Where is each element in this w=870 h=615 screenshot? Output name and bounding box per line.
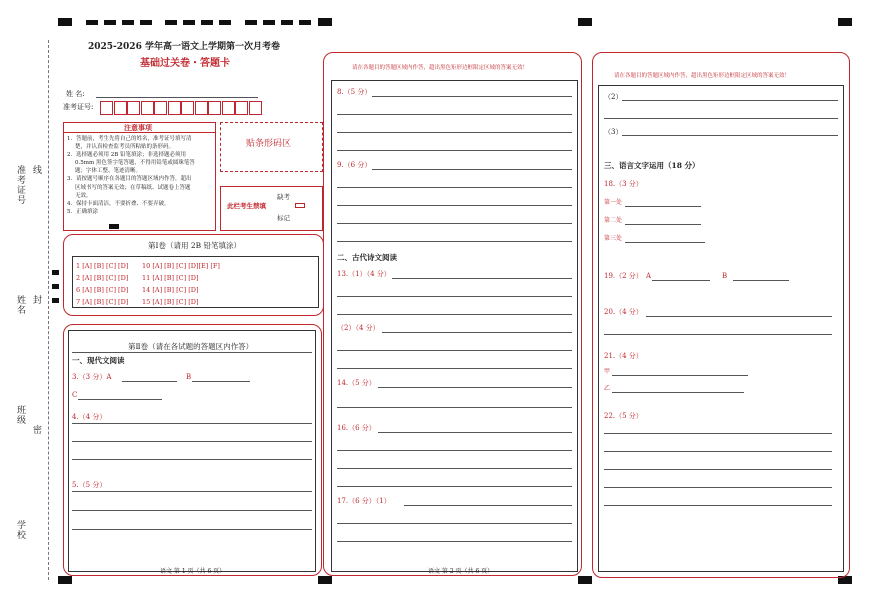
answer-row[interactable]: 14 [A] [B] [C] [D]	[142, 286, 199, 294]
loc3-label: 第三处	[604, 235, 623, 242]
answer-row[interactable]: 7 [A] [B] [C] [D]	[76, 298, 129, 306]
answer-row[interactable]: 6 [A] [B] [C] [D]	[76, 286, 129, 294]
section2-title: 二、古代诗文阅读	[337, 253, 397, 262]
answer-line[interactable]	[72, 441, 312, 442]
position-mark	[299, 20, 311, 25]
answer-row[interactable]: 1 [A] [B] [C] [D]	[76, 262, 129, 270]
notice-line: 2．选择题必须用 2B 铅笔填涂；非选择题必须用	[67, 152, 187, 159]
name-label: 姓 名:	[66, 90, 85, 98]
id-digit-box[interactable]	[222, 101, 235, 115]
answer-line[interactable]	[72, 510, 312, 511]
answer-line[interactable]	[404, 505, 572, 506]
notice-line: 0.5mm 黑色签字笔答题，不得用铅笔或圆珠笔答	[75, 160, 195, 167]
q3-c-line[interactable]	[78, 399, 162, 400]
position-mark	[165, 20, 177, 25]
answer-line[interactable]	[72, 491, 312, 492]
answer-line[interactable]	[337, 132, 572, 133]
id-digit-box[interactable]	[127, 101, 140, 115]
loc2-line[interactable]	[625, 224, 701, 225]
id-digit-box[interactable]	[114, 101, 127, 115]
id-digit-box[interactable]	[154, 101, 167, 115]
answer-line[interactable]	[337, 241, 572, 242]
yi-label: 乙	[604, 385, 611, 392]
q20-label: 20.（4 分）	[604, 308, 643, 316]
notice-title: 注意事项	[124, 123, 152, 132]
q16-label: 16.（6 分）	[337, 424, 376, 432]
section1-title: 一、现代文阅读	[72, 356, 125, 365]
label-zkzh: 准考证号	[15, 165, 25, 205]
answer-line[interactable]	[337, 187, 572, 188]
q14-label: 14.（5 分）	[337, 379, 376, 387]
position-mark	[52, 270, 59, 275]
q13-1-label: 13.（1）（4 分）	[337, 270, 391, 278]
id-boxes[interactable]	[100, 101, 262, 115]
answer-line[interactable]	[604, 433, 832, 434]
q3-a-line[interactable]	[122, 381, 177, 382]
q13-2-label: （2）（4 分）	[337, 324, 380, 332]
position-mark	[318, 18, 332, 26]
q2-label: （2）	[604, 93, 623, 101]
answer-line[interactable]	[622, 100, 838, 101]
part2-title-rule	[72, 352, 312, 353]
q21-label: 21.（4 分）	[604, 352, 643, 360]
position-mark	[52, 298, 59, 303]
answer-line[interactable]	[382, 332, 572, 333]
answer-line[interactable]	[337, 486, 572, 487]
answer-line[interactable]	[337, 223, 572, 224]
jia-label: 甲	[604, 368, 611, 375]
q19-a-label: A	[646, 272, 652, 280]
answer-row[interactable]: 10 [A] [B] [C] [D][E] [F]	[142, 262, 220, 270]
q9-label: 9.（6 分）	[337, 161, 372, 169]
position-mark	[104, 20, 116, 25]
id-digit-box[interactable]	[249, 101, 262, 115]
part1-title: 第Ⅰ卷（请用 2B 铅笔填涂）	[148, 241, 242, 250]
jia-line[interactable]	[612, 375, 748, 376]
id-digit-box[interactable]	[141, 101, 154, 115]
q3-b-line[interactable]	[192, 381, 250, 382]
position-mark	[86, 20, 98, 25]
loc1-line[interactable]	[625, 206, 701, 207]
label-bj: 班级	[15, 405, 25, 425]
q3-label-col3: （3）	[604, 128, 623, 136]
label-feng: 封	[31, 295, 41, 305]
position-mark	[281, 20, 293, 25]
absent-checkbox[interactable]	[295, 203, 305, 208]
answer-line[interactable]	[72, 423, 312, 424]
absent-bottom: 标记	[277, 214, 290, 222]
answer-row[interactable]: 15 [A] [B] [C] [D]	[142, 298, 199, 306]
answer-line[interactable]	[337, 368, 572, 369]
position-mark	[52, 284, 59, 289]
yi-line[interactable]	[612, 392, 744, 393]
answer-line[interactable]	[337, 114, 572, 115]
answer-line[interactable]	[72, 529, 312, 530]
q3-b-label: B	[186, 373, 192, 381]
notice-list	[67, 137, 213, 215]
notice-line: 楚，并认真检查监考员所粘贴的条形码。	[75, 144, 175, 151]
answer-line[interactable]	[337, 314, 572, 315]
fill-sample-icon	[109, 224, 119, 229]
col3-inner	[598, 85, 844, 572]
position-mark	[263, 20, 275, 25]
q19-b-line[interactable]	[733, 280, 789, 281]
position-mark	[122, 20, 134, 25]
notice-line: 题；字体工整、笔迹清晰。	[75, 168, 142, 175]
answer-line[interactable]	[378, 432, 572, 433]
answer-line[interactable]	[604, 451, 832, 452]
answer-line[interactable]	[604, 118, 838, 119]
answer-row[interactable]: 11 [A] [B] [C] [D]	[142, 274, 199, 282]
q19-label: 19.（2 分）	[604, 272, 643, 280]
barcode-label: 贴条形码区	[246, 139, 292, 149]
q18-label: 18.（3 分）	[604, 180, 643, 188]
q19-b-label: B	[722, 272, 728, 280]
answer-line[interactable]	[604, 469, 832, 470]
position-mark	[318, 576, 332, 584]
answer-line[interactable]	[337, 523, 572, 524]
notice-line: 区域书写的答案无效；在草稿纸、试题卷上答题	[75, 184, 191, 191]
notice-line: 1．答题前，考生先将自己的姓名，准考证号填写清	[67, 136, 192, 142]
answer-line[interactable]	[378, 387, 572, 388]
answer-line[interactable]	[337, 468, 572, 469]
position-mark	[201, 20, 213, 25]
label-xx: 学校	[15, 520, 25, 540]
id-digit-box[interactable]	[181, 101, 194, 115]
position-mark	[140, 20, 152, 25]
id-digit-box[interactable]	[208, 101, 221, 115]
answer-line[interactable]	[646, 316, 832, 317]
label-mi: 密	[31, 425, 41, 435]
page-footer: 语文 第 2 页（共 6 页）	[428, 568, 494, 575]
q22-label: 22.（5 分）	[604, 412, 643, 420]
label-xian: 线	[31, 165, 41, 175]
answer-line[interactable]	[72, 459, 312, 460]
position-mark	[578, 18, 592, 26]
col2-notice: 请在各题目的答题区域内作答，超出黑色矩形边框限定区域的答案无效！	[352, 65, 529, 71]
q19-a-line[interactable]	[652, 280, 710, 281]
position-mark	[578, 576, 592, 584]
binding-line	[48, 40, 49, 580]
q17-label: 17.（6 分）（1）	[337, 497, 391, 505]
position-mark	[58, 18, 72, 26]
q3-c-label: C	[72, 391, 78, 399]
section3-title: 三、语言文字运用（18 分）	[604, 161, 700, 170]
absent-label: 此栏考生禁填	[227, 202, 266, 210]
id-digit-box[interactable]	[100, 101, 113, 115]
q8-label: 8.（5 分）	[337, 88, 372, 96]
answer-line[interactable]	[604, 505, 832, 506]
position-mark	[58, 576, 72, 584]
notice-line: 5．正确填涂	[67, 208, 98, 215]
id-digit-box[interactable]	[235, 101, 248, 115]
part2-title: 第Ⅱ卷（请在各试题的答题区内作答）	[128, 342, 254, 351]
notice-line: 3．请按题号顺序在各题目的答题区域内作答，超出	[67, 176, 192, 183]
answer-line[interactable]	[372, 169, 572, 170]
absent-top: 缺考	[277, 193, 290, 201]
page-footer: 语文 第 1 页（共 6 页）	[160, 568, 226, 575]
name-field[interactable]	[96, 97, 258, 98]
answer-line[interactable]	[337, 150, 572, 151]
answer-line[interactable]	[392, 278, 572, 279]
answer-line[interactable]	[604, 334, 832, 335]
page-subtitle: 基础过关卷・答题卡	[140, 58, 230, 69]
answer-line[interactable]	[337, 350, 572, 351]
id-label: 准考证号:	[63, 103, 94, 111]
answer-line[interactable]	[337, 407, 572, 408]
position-mark	[219, 20, 231, 25]
position-mark	[838, 18, 852, 26]
answer-line[interactable]	[337, 450, 572, 451]
position-mark	[245, 20, 257, 25]
loc3-line[interactable]	[625, 242, 705, 243]
id-digit-box[interactable]	[168, 101, 181, 115]
answer-row[interactable]: 2 [A] [B] [C] [D]	[76, 274, 129, 282]
part2-inner	[68, 330, 316, 572]
answer-line[interactable]	[372, 96, 572, 97]
q3-label: 3.（3 分）A	[72, 373, 112, 381]
answer-line[interactable]	[337, 541, 572, 542]
answer-line[interactable]	[337, 296, 572, 297]
answer-line[interactable]	[622, 135, 838, 136]
answer-line[interactable]	[337, 205, 572, 206]
loc2-label: 第二处	[604, 217, 623, 224]
page-title: 2025-2026 学年高一语文上学期第一次月考卷	[88, 42, 280, 52]
q5-label: 5.（5 分）	[72, 481, 107, 489]
notice-line: 无效。	[75, 192, 92, 199]
position-mark	[183, 20, 195, 25]
loc1-label: 第一处	[604, 199, 623, 206]
answer-line[interactable]	[604, 487, 832, 488]
id-digit-box[interactable]	[195, 101, 208, 115]
q4-label: 4.（4 分）	[72, 413, 107, 421]
label-xm: 姓名	[15, 295, 25, 315]
col3-notice: 请在各题目的答题区域内作答，超出黑色矩形边框限定区域的答案无效！	[614, 73, 791, 79]
notice-line: 4．保持卡面清洁，不要折叠、不要弄破。	[67, 200, 170, 207]
